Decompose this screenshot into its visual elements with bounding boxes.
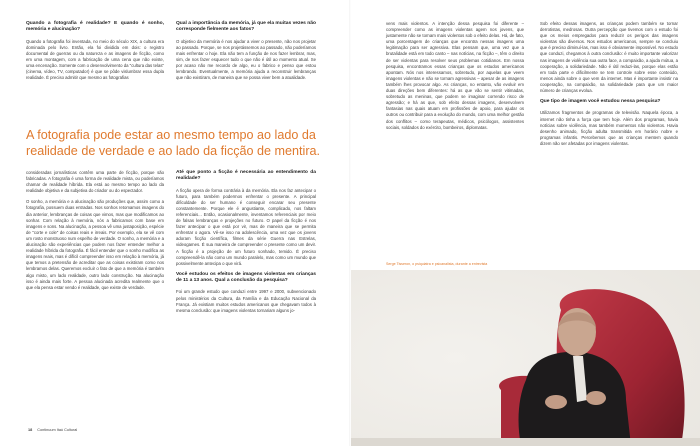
question-heading: Que tipo de imagem você estudou nessa pesquisa?: [540, 99, 661, 105]
answer-paragraph: Foi um grande estudo que conduzi entre 1997 e 2000, subvencionado pelos ministérios da Cultura, da Família e da Educação Nacional da França. Já existiam muitos estudos americanos que chegavam todos à mesma conclusão: que imagens violentas tornariam alguns jo-: [176, 289, 316, 313]
page-number: 18: [28, 428, 33, 432]
magazine-name: Continuum Itaú Cultural: [37, 428, 78, 432]
pull-quote: A fotografia pode estar ao mesmo tempo ao lado da realidade de verdade e ao lado da ficção de mentira.: [26, 128, 321, 158]
column-2-bottom: [176, 170, 316, 319]
portrait-photo: [351, 270, 700, 446]
answer-paragraph: Sob efeito dessas imagens, as crianças podem também se tornar derrotistas, medrosas. Outra percepção que tivemos com o estudo foi que os meios empregados para reduzir os perigos das imagens violentas são diversos. Nos estudos americanos, sempre se concluiu que é preciso diminuí-las, mas isso é obviamente impossível. No estudo que conduzi, chegamos à outra conclusão: é muito importante valorizar nas imagens de violência sua outra face, a compaixão, a ajuda mútua, a cooperação, a solidariedade. Não é útil reduzi-las, porque elas estão em toda parte e dificilmente se tem controle sobre esse conteúdo, menos ainda sobre o que vem da internet. Mas é importante insistir na cooperação, na compaixão, na solidariedade para que um maior número de crianças evolua.: [540, 21, 678, 94]
answer-paragraph: vens mais violentos. A intenção dessa pesquisa foi diferente – compreender como as imagens violentas agem nos jovens, que justamente não se tornam mais violentos sob o efeito delas. Há, de fato, uma porcentagem de crianças que encontra nessas imagens uma legitimação para ser agressiva. Elas pensam que, uma vez que a brutalidade está em todo canto – nas notícias, na ficção –, têm o direito de ser violentas para resolver seus problemas cotidianos. Em nossa pesquisa, encontramos essas crianças que os estudos americanos apontam. Nós nos interessamos, sobretudo, por aquelas que veem imagens violentas e não se tornam agressivas – apesar de as imagens também lhes provocar algo. As crianças, no entanto, vão evoluir em duas direções bem diferentes: há as que vão se sentir vitimadas, sobretudo as meninas, que podem se imaginar correndo risco de agressão; e há as que, sob efeito dessas imagens, desenvolvem fantasias nas quais atuam em profissões de apoio, para ajudar os outros ou contribuir para a evolução do mundo, com uma melhor gestão dos conflitos – como terapeutas, médicos, psicólogos, assistentes sociais, soldados do exército, bombeiros, diplomatas.: [386, 21, 524, 130]
question-heading: Você estudou os efeitos de imagens violentas em crianças de 11 a 13 anos. Qual a conclusão da pesquisa?: [176, 271, 316, 284]
portrait-illustration: [351, 270, 700, 446]
question-heading: Quando a fotografia é realidade? E quando é sonho, memória e alucinação?: [26, 21, 164, 33]
answer-paragraph: O objetivo da memória é nos ajudar a viver o presente, não nos projetar ao passado. Porque, se nos projetássemos ao passado, não poderíamos mais enfrentar o hoje. Ela não tem a função de nos fazer lembrar, mas, sim, de nos fazer esquecer tudo o que não é útil ao momento atual. Se por acaso não me recordo de algo, eu o fabrico e penso que estou lembrando. Eventualmente, a memória ajuda a reconstruir lembranças que não existiram, de maneira que se possa viver bem a atualidade.: [176, 38, 316, 81]
column-1-bottom: [26, 170, 164, 296]
answer-paragraph: consideradas jornalísticas contêm uma parte de ficção, porque são fabricadas. A fotografia é uma forma de realidade mista, ou poderíamos chamar de realidade híbrida. Ela está ao mesmo tempo ao lado da realidade objetiva e da subjetiva do criador ou do espectador.: [26, 170, 164, 194]
answer-paragraph: A ficção opera de forma contrária à da memória. Ela nos faz antecipar o futuro, para também podermos enfrentar o presente. A principal dificuldade do ser humano é conseguir encarar seu presente constantemente. Porque ele é angustiante, complicado, nos faltam referenciais... Então, ocasionalmente, inventamos referenciais por meio de falsas lembranças e projeções no futuro. O papel da ficção é nos fazer antecipar o que está por vir, mas de maneira que se permita enfrentar o agora. Vê-se isso na adolescência, uma vez que os jovens adoram ficção científica, filmes da série Guerra nas Estrelas, videogames. É sua maneira de compreender o presente como um devir. A ficção é a projeção de um futuro sonhado, temido. É preciso compreendê-la não como um mundo paralelo, mas como um mundo que possivelmente antecipa o que virá.: [176, 187, 316, 266]
page-folio: [28, 428, 77, 432]
answer-paragraph: O sonho, a memória e a alucinação são produções que, assim como a fotografia, possuem duas entradas. Nos sonhos retomamos imagens do dia anterior, lembranças de coisas que vimos, mas que modificamos ao sonhar. Com relação à memória, nós a fabricamos com base em imagens e sons. Na alucinação, a pessoa vê uma justaposição, espécie de "corte e cole" de coisas reais e irreais. Por exemplo, ela se vê com um rosto monstruoso num espelho de verdade. O sonho, a memória e a alucinação são experiências que podem nos fazer entender melhor a realidade híbrida da fotografia. É fácil entender que o sonho modifica as imagens reais, mas é difícil compreender isso em relação à memória, já que temos a pretensão de acreditar que as coisas existiram como nos lembramos delas. Queremos excluir o fato de que a memória é também algo misto, um lado realidade, outro lado construção. Na alucinação isso é ainda mais forte. A pessoa alucinada acredita realmente que o que ela pensa estar vendo é realidade, que existe de verdade.: [26, 199, 164, 290]
question-heading: Qual a importância da memória, já que ela muitas vezes não corresponde fielmente aos fatos?: [176, 21, 316, 33]
answer-paragraph: Quando a fotografia foi inventada, no meio do século XIX, a cultura era dominada pelo livro. Então, ela foi dividida em dois: o registro documental de guerras ou da natureza e as imagens de ficção, como em uma montagem, com a fabricação de uma cena que não existe, uma encenação. Somente com o desenvolvimento da "cultura das telas" (cinema, vídeo, TV, computador) é que se pôde vislumbrar essa dupla realidade. É preciso admitir que mesmo as fotografias: [26, 38, 165, 81]
photo-caption: Serge Tisseron, o psiquiatra e psicanalista, durante a entrevista: [386, 262, 488, 266]
question-heading: Até que ponto a ficção é necessária ao entendimento da realidade?: [176, 170, 316, 182]
column-2-top: [176, 21, 316, 86]
answer-paragraph: Utilizamos fragmentos de programas de televisão. Naquela época, a internet não tinha a força que tem hoje. Além dos programas, havia notícias sobre violência, mas também momentos não violentos. Havia desenho animado, ficção adulta transmitida em horário nobre e programas infantis. Percebemos que as crianças mentem quando dizem não ser afetadas por imagens violentas.: [540, 110, 678, 146]
column-1-top: [26, 21, 164, 86]
column-4: [540, 21, 678, 152]
column-3: [386, 21, 524, 136]
